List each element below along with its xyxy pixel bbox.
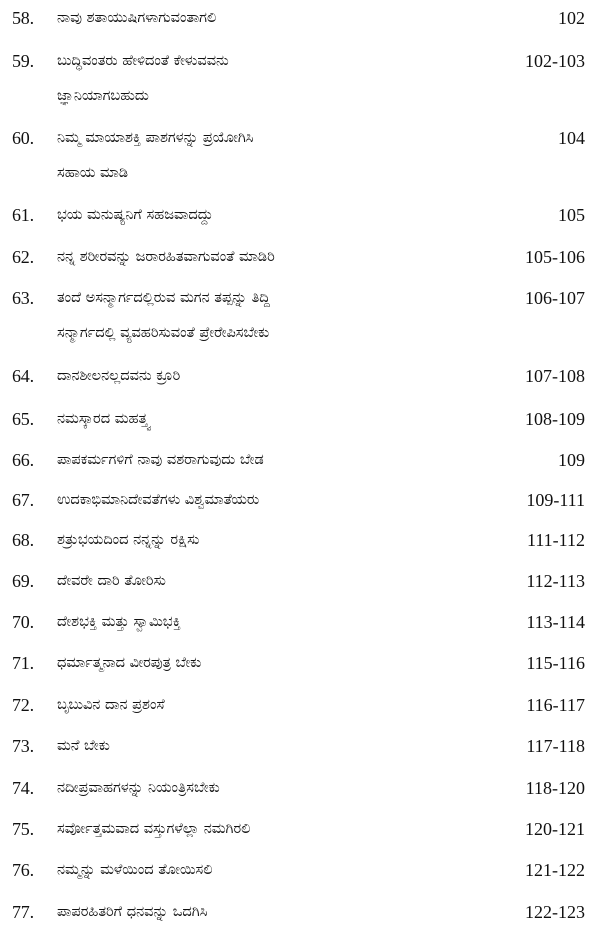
entry-number: 70. — [12, 612, 34, 632]
entry-title — [57, 736, 497, 756]
entry-title — [57, 860, 497, 880]
entry-title-line: ದೇಶಭಕ್ತಿ ಮತ್ತು ಸ್ವಾಮಿಭಕ್ತಿ — [57, 614, 181, 630]
entry-title — [57, 128, 497, 183]
entry-page-range: 106-107 — [525, 288, 585, 308]
entry-page-range: 111-112 — [527, 530, 585, 550]
entry-number: 65. — [12, 409, 34, 429]
entry-page-range: 105 — [558, 205, 585, 225]
entry-number: 59. — [12, 51, 34, 71]
entry-number: 68. — [12, 530, 34, 550]
entry-page-range: 109-111 — [526, 490, 585, 510]
entry-page-range: 117-118 — [526, 736, 585, 756]
entry-title-line: ನಾವು ಶತಾಯುಷಿಗಳಾಗುವಂತಾಗಲಿ — [57, 10, 217, 26]
entry-title-line: ಮನೆ ಬೇಕು — [57, 738, 110, 754]
entry-title — [57, 8, 497, 28]
entry-title — [57, 205, 497, 225]
entry-title — [57, 450, 497, 470]
entry-title-line: ನಿಮ್ಮ ಮಾಯಾಶಕ್ತಿ ಪಾಶಗಳನ್ನು ಪ್ರಯೋಗಿಸಿ — [57, 130, 254, 146]
entry-number: 71. — [12, 653, 34, 673]
entry-title-line: ಉದಕಾಭಿಮಾನಿದೇವತೆಗಳು ವಿಶ್ವಮಾತೆಯರು — [57, 492, 260, 508]
entry-title-line: ಸಹಾಯ ಮಾಡಿ — [57, 165, 129, 181]
entry-title — [57, 902, 497, 922]
entry-page-range: 107-108 — [525, 366, 585, 386]
entry-title-line: ನಮ್ಮನ್ನು ಮಳೆಯಿಂದ ತೋಯಿಸಲಿ — [57, 862, 213, 878]
entry-number: 74. — [12, 778, 34, 798]
entry-title-line: ಭಯ ಮನುಷ್ಯನಿಗೆ ಸಹಜವಾದದ್ದು — [57, 207, 214, 223]
entry-title — [57, 612, 497, 632]
entry-title-line: ಬುದ್ಧಿವಂತರು ಹೇಳಿದಂತೆ ಕೇಳುವವನು — [57, 53, 229, 69]
entry-page-range: 102-103 — [525, 51, 585, 71]
entry-number: 69. — [12, 571, 34, 591]
entry-title — [57, 366, 497, 386]
entry-title — [57, 653, 497, 673]
entry-title-line: ನನ್ನ ಶರೀರವನ್ನು ಜರಾರಹಿತವಾಗುವಂತೆ ಮಾಡಿರಿ — [57, 249, 275, 265]
entry-page-range: 102 — [558, 8, 585, 28]
entry-page-range: 121-122 — [525, 860, 585, 880]
entry-title — [57, 695, 497, 715]
entry-title — [57, 247, 497, 267]
entry-page-range: 108-109 — [525, 409, 585, 429]
entry-title — [57, 490, 497, 510]
entry-title-line: ಜ್ಞಾನಿಯಾಗಬಹುದು — [57, 88, 149, 104]
entry-title-line: ಶತ್ರುಭಯದಿಂದ ನನ್ನನ್ನು ರಕ್ಷಿಸು — [57, 532, 200, 548]
entry-number: 67. — [12, 490, 34, 510]
entry-page-range: 105-106 — [525, 247, 585, 267]
entry-number: 72. — [12, 695, 34, 715]
entry-number: 60. — [12, 128, 34, 148]
entry-title — [57, 778, 497, 798]
entry-page-range: 116-117 — [526, 695, 585, 715]
entry-page-range: 118-120 — [525, 778, 585, 798]
entry-title — [57, 571, 497, 591]
entry-number: 75. — [12, 819, 34, 839]
entry-number: 77. — [12, 902, 34, 922]
entry-title — [57, 530, 497, 550]
entry-title — [57, 409, 497, 429]
entry-number: 61. — [12, 205, 34, 225]
entry-title-line: ನಮಸ್ಕಾರದ ಮಹತ್ತ್ವ — [57, 411, 150, 427]
entry-page-range: 113-114 — [526, 612, 585, 632]
entry-page-range: 115-116 — [526, 653, 585, 673]
entry-title-line: ಪಾಪರಹಿತರಿಗೆ ಧನವನ್ನು ಒದಗಿಸಿ — [57, 904, 208, 920]
entry-title — [57, 51, 497, 106]
entry-page-range: 104 — [558, 128, 585, 148]
entry-title-line: ದಾನಶೀಲನಲ್ಲದವನು ಕ್ರೂರಿ — [57, 368, 181, 384]
entry-number: 66. — [12, 450, 34, 470]
entry-page-range: 112-113 — [526, 571, 585, 591]
entry-title-line: ಪಾಪಕರ್ಮಗಳಿಗೆ ನಾವು ವಶರಾಗುವುದು ಬೇಡ — [57, 452, 264, 468]
entry-title-line: ಬೃಬುವಿನ ದಾನ ಪ್ರಶಂಸೆ — [57, 697, 165, 713]
entry-number: 73. — [12, 736, 34, 756]
entry-title — [57, 288, 497, 343]
entry-number: 58. — [12, 8, 34, 28]
entry-page-range: 122-123 — [525, 902, 585, 922]
entry-title-line: ತಂದೆ ಅಸನ್ಮಾರ್ಗದಲ್ಲಿರುವ ಮಗನ ತಪ್ಪನ್ನು ತಿದ್ದಿ — [57, 290, 270, 306]
entry-page-range: 120-121 — [525, 819, 585, 839]
entry-number: 63. — [12, 288, 34, 308]
entry-title-line: ಧರ್ಮಾತ್ಮನಾದ ವೀರಪುತ್ರ ಬೇಕು — [57, 655, 202, 671]
entry-title-line: ದೇವರೇ ದಾರಿ ತೋರಿಸು — [57, 573, 166, 589]
entry-number: 62. — [12, 247, 34, 267]
entry-title-line: ಸನ್ಮಾರ್ಗದಲ್ಲಿ ವ್ಯವಹರಿಸುವಂತೆ ಪ್ರೇರೇಪಿಸಬೇಕು — [57, 325, 270, 341]
entry-number: 76. — [12, 860, 34, 880]
entry-title-line: ಸರ್ವೋತ್ತಮವಾದ ವಸ್ತುಗಳೆಲ್ಲಾ ನಮಗಿರಲಿ — [57, 821, 251, 837]
entry-title-line: ನದೀಪ್ರವಾಹಗಳನ್ನು ನಿಯಂತ್ರಿಸಬೇಕು — [57, 780, 220, 796]
entry-number: 64. — [12, 366, 34, 386]
entry-title — [57, 819, 497, 839]
entry-page-range: 109 — [558, 450, 585, 470]
